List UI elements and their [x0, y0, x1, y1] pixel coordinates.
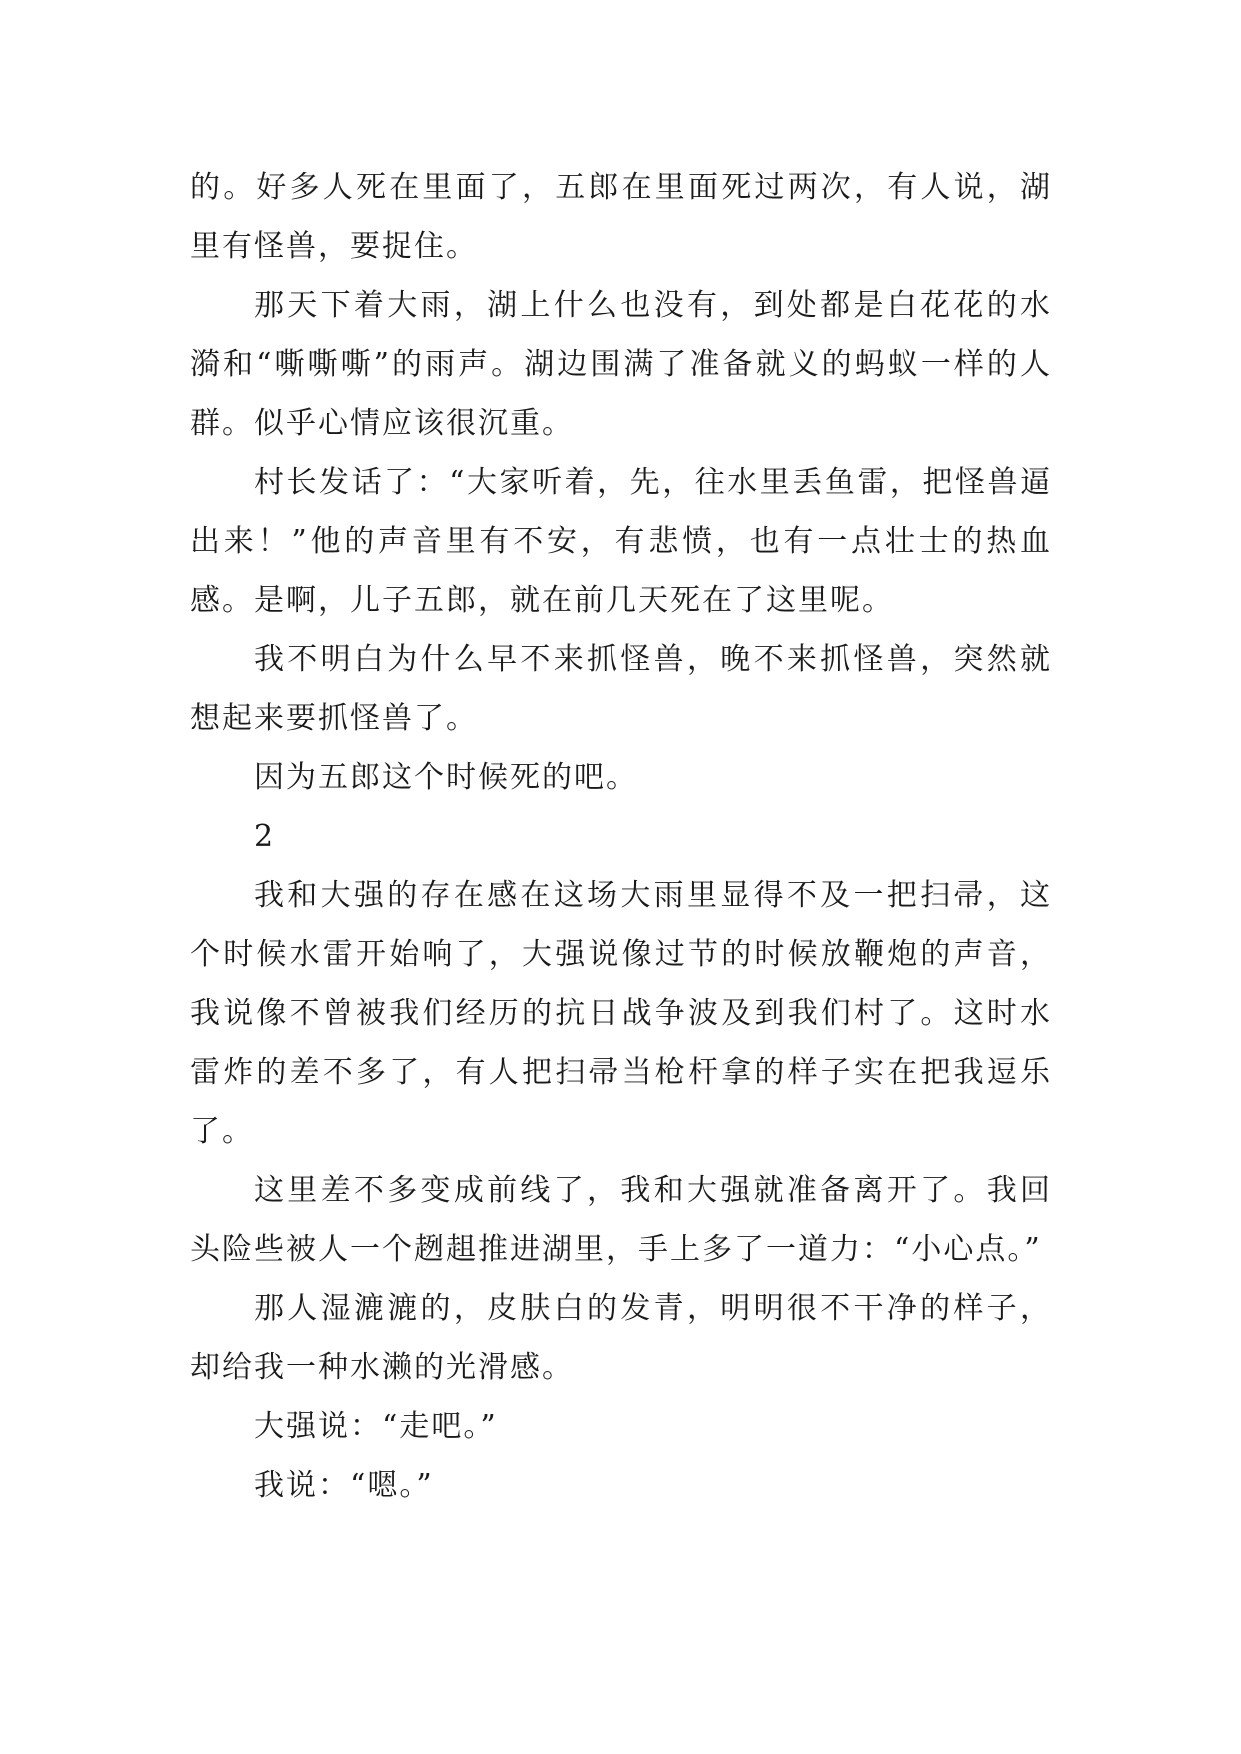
body-text [190, 158, 1052, 1515]
paragraph: 我和大强的存在感在这场大雨里显得不及一把扫帚，这个时候水雷开始响了，大强说像过节的时候放鞭炮的声音，我说像不曾被我们经历的抗日战争波及到我们村了。这时水雷炸的差不多了，有人把扫帚当枪杆拿的样子实在把我逗乐了。 [190, 878, 1052, 1149]
paragraph: 我不明白为什么早不来抓怪兽，晚不来抓怪兽，突然就想起来要抓怪兽了。 [190, 642, 1052, 736]
paragraph: 我说：“嗯。” [254, 1468, 434, 1503]
paragraph: 的。好多人死在里面了，五郎在里面死过两次，有人说，湖里有怪兽，要捉住。 [190, 170, 1052, 264]
paragraph: 大强说：“走吧。” [254, 1409, 498, 1444]
paragraph: 这里差不多变成前线了，我和大强就准备离开了。我回头险些被人一个趔趄推进湖里，手上多了一道力：“小心点。” [190, 1173, 1052, 1267]
paragraph: 那人湿漉漉的，皮肤白的发青，明明很不干净的样子，却给我一种水濑的光滑感。 [190, 1291, 1052, 1385]
paragraph: 因为五郎这个时候死的吧。 [254, 760, 638, 795]
paragraph: 村长发话了：“大家听着，先，往水里丢鱼雷，把怪兽逼出来！”他的声音里有不安，有悲愤，也有一点壮士的热血感。是啊，儿子五郎，就在前几天死在了这里呢。 [190, 465, 1052, 618]
paragraph: 那天下着大雨，湖上什么也没有，到处都是白花花的水漪和“嘶嘶嘶”的雨声。湖边围满了准备就义的蚂蚁一样的人群。似乎心情应该很沉重。 [190, 288, 1052, 441]
section-number: 2 [254, 819, 276, 854]
